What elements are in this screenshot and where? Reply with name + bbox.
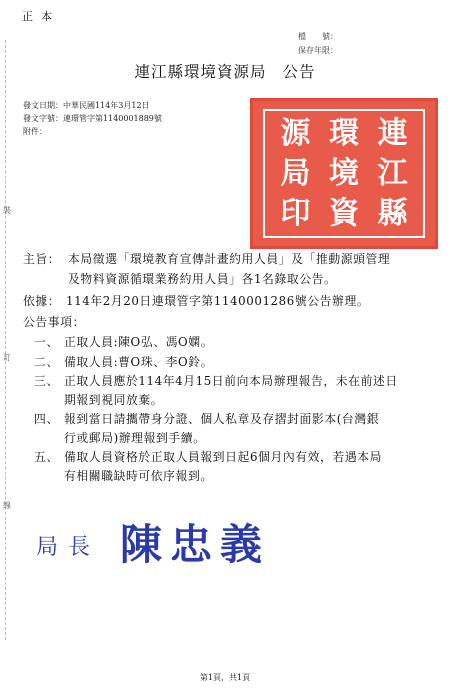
item-text-line: 正取人員:陳O弘、馮O嫻。 [64,335,214,349]
seal-character: 境 [328,155,359,191]
item-number: 五、 [34,450,59,464]
binding-line [5,40,7,640]
margin-mark: 線 [3,501,11,510]
item-number: 二、 [34,355,59,369]
item-text-line: 報到當日請攜帶身分證、個人私章及存摺封面影本(台灣銀 [64,412,380,426]
margin-mark: 訂 [3,353,11,362]
seal-character: 資 [328,195,359,231]
seal-character: 縣 [377,195,408,231]
org-name: 連江縣環境資源局 [134,63,267,81]
item-number: 一、 [34,335,59,349]
margin-mark: 裝 [3,206,11,215]
item-text-line: 備取人員資格於正取人員報到日起6個月內有效，若遇本局 [64,450,383,464]
seal-character: 江 [377,155,408,191]
basis-label: 依據： [23,294,61,308]
attachment: 附件： [23,127,47,136]
official-seal [250,98,438,249]
subject-line-2: 及物料資源循環業務約用人員」各1名錄取公告。 [68,272,337,286]
copy-label: 正本 [22,10,60,23]
issue-date: 發文日期：中華民國114年3月12日 [23,101,150,110]
item-number: 三、 [34,374,59,388]
chief-title: 局長 [36,535,101,560]
subject-line-1: 本局徵選「環境教育宣傳計畫約用人員」及「推動源頭管理 [68,252,391,266]
item-text-line: 期報到視同放棄。 [64,393,164,407]
document-title [0,60,450,82]
item-text-line: 行或郵局)辦理報到手續。 [64,431,206,445]
seal-column [280,115,310,233]
item-text-line: 有相關職缺時可依序報到。 [64,469,213,483]
seal-character: 印 [280,195,311,231]
doc-type: 公告 [282,63,316,81]
seal-column [378,115,408,233]
seal-character: 環 [328,115,359,151]
seal-character: 連 [377,115,408,151]
basis-text: 114年2月20日連環管字第1140001286號公告辦理。 [66,294,370,308]
retention-label: 保存年限： [298,46,338,55]
issue-number: 發文字號：連環管字第1140001889號 [23,114,162,123]
item-number: 四、 [34,412,59,426]
seal-character: 源 [280,115,311,151]
subject-label: 主旨： [23,252,61,266]
seal-column [329,115,359,233]
item-text-line: 備取人員:曹O珠、李O鈴。 [64,355,214,369]
chief-signature: 陳忠義 [120,520,271,569]
page-number: 第1頁，共1頁 [199,673,251,682]
item-text-line: 正取人員應於114年4月15日前向本局辦理報告，未在前述日 [64,374,398,388]
file-number-label: 檔 號： [298,32,338,41]
seal-inner [263,109,425,238]
seal-character: 局 [280,155,311,191]
items-label: 公告事項： [23,315,85,329]
